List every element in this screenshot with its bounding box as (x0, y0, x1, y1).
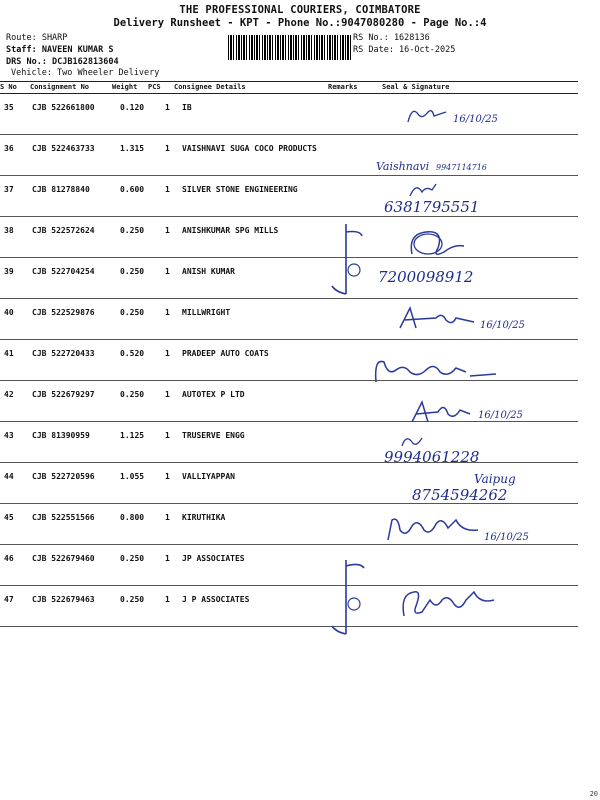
row-consignee: MILLWRIGHT (182, 308, 231, 317)
row-consignment: CJB 522463733 (32, 144, 95, 153)
row-weight: 1.315 (120, 144, 145, 153)
signature-row-45 (382, 512, 482, 546)
handwritten-name: Vaishnavi (376, 160, 430, 173)
row-weight: 0.800 (120, 513, 145, 522)
row-consignment: CJB 522720433 (32, 349, 95, 358)
handwritten-date: 16/10/25 (480, 320, 525, 331)
row-consignment: CJB 522679463 (32, 595, 95, 604)
rs-date: RS Date: 16-Oct-2025 (353, 45, 456, 55)
col-pcs: PCS (148, 83, 161, 91)
row-consignee: JP ASSOCIATES (182, 554, 245, 563)
handwritten-phone: 6381795551 (384, 198, 480, 216)
row-consignee: PRADEEP AUTO COATS (182, 349, 269, 358)
row-pcs: 1 (165, 226, 170, 235)
row-pcs: 1 (165, 554, 170, 563)
signature-row-41 (370, 352, 500, 390)
row-pcs: 1 (165, 513, 170, 522)
row-consignee: TRUSERVE ENGG (182, 431, 245, 440)
handwritten-date: 16/10/25 (453, 114, 498, 125)
row-weight: 0.250 (120, 595, 145, 604)
row-consignee: SILVER STONE ENGINEERING (182, 185, 298, 194)
row-weight: 0.250 (120, 267, 145, 276)
row-pcs: 1 (165, 308, 170, 317)
staff-label: Staff: NAVEEN KUMAR S (6, 45, 114, 55)
page-corner-mark: 20 (589, 790, 598, 798)
handwritten-phone: 9947114716 (436, 163, 487, 172)
runsheet-subtitle: Delivery Runsheet - KPT - Phone No.:9047080280 - Page No.:4 (113, 17, 487, 29)
signature-row-40 (396, 304, 480, 334)
signature-row-35 (404, 104, 450, 128)
row-consignment: CJB 522551566 (32, 513, 95, 522)
row-pcs: 1 (165, 349, 170, 358)
table-row (0, 298, 578, 340)
row-sno: 40 (4, 308, 14, 317)
runsheet-barcode (228, 35, 351, 60)
row-consignee: ANISHKUMAR SPG MILLS (182, 226, 279, 235)
row-sno: 39 (4, 267, 14, 276)
signature-row-47 (396, 586, 500, 622)
vehicle-label: Vehicle: Two Wheeler Delivery (11, 68, 160, 78)
table-row (0, 216, 578, 258)
row-sno: 35 (4, 103, 14, 112)
row-weight: 0.520 (120, 349, 145, 358)
table-row (0, 175, 578, 217)
row-sno: 43 (4, 431, 14, 440)
row-consignment: CJB 81390959 (32, 431, 90, 440)
col-remarks: Remarks (328, 83, 358, 91)
row-sno: 46 (4, 554, 14, 563)
handwritten-phone: 9994061228 (384, 448, 480, 466)
rs-number: RS No.: 1628136 (353, 33, 430, 43)
remarks-stamp-mark (326, 222, 370, 302)
row-sno: 47 (4, 595, 14, 604)
table-row (0, 257, 578, 299)
col-consignment: Consignment No (30, 83, 90, 91)
row-consignee: J P ASSOCIATES (182, 595, 250, 604)
col-seal: Seal & Signature (382, 83, 450, 91)
handwritten-date: 16/10/25 (478, 410, 523, 421)
row-weight: 0.250 (120, 226, 145, 235)
col-weight: Weight (112, 83, 138, 91)
handwritten-date: 16/10/25 (484, 532, 529, 543)
row-weight: 0.600 (120, 185, 145, 194)
company-title: THE PROFESSIONAL COURIERS, COIMBATORE (179, 4, 421, 16)
signature-row-38 (404, 224, 474, 264)
route-label: Route: SHARP (6, 33, 68, 43)
row-weight: 0.250 (120, 390, 145, 399)
row-consignment: CJB 522679460 (32, 554, 95, 563)
row-sno: 45 (4, 513, 14, 522)
handwritten-phone: 7200098912 (378, 268, 474, 286)
row-weight: 0.250 (120, 308, 145, 317)
col-sno: S No (0, 83, 17, 91)
row-consignee: VAISHNAVI SUGA COCO PRODUCTS (182, 144, 317, 153)
row-pcs: 1 (165, 103, 170, 112)
row-sno: 38 (4, 226, 14, 235)
row-sno: 42 (4, 390, 14, 399)
signature-row-42 (408, 396, 472, 426)
row-pcs: 1 (165, 595, 170, 604)
row-consignment: CJB 522679297 (32, 390, 95, 399)
row-weight: 0.120 (120, 103, 145, 112)
col-consignee: Consignee Details (174, 83, 246, 91)
row-weight: 0.250 (120, 554, 145, 563)
signature-row-37 (406, 180, 440, 200)
row-sno: 41 (4, 349, 14, 358)
row-consignment: CJB 522704254 (32, 267, 95, 276)
remarks-stamp-mark (326, 558, 370, 642)
row-consignee: VALLIYAPPAN (182, 472, 235, 481)
row-pcs: 1 (165, 144, 170, 153)
row-consignee: ANISH KUMAR (182, 267, 235, 276)
row-weight: 1.125 (120, 431, 145, 440)
row-sno: 36 (4, 144, 14, 153)
row-pcs: 1 (165, 472, 170, 481)
row-consignee: IB (182, 103, 192, 112)
table-row (0, 544, 578, 586)
table-row (0, 421, 578, 463)
row-consignment: CJB 522529876 (32, 308, 95, 317)
row-sno: 44 (4, 472, 14, 481)
row-consignee: AUTOTEX P LTD (182, 390, 245, 399)
handwritten-phone: 8754594262 (412, 486, 508, 504)
row-consignee: KIRUTHIKA (182, 513, 226, 522)
row-pcs: 1 (165, 185, 170, 194)
table-row (0, 134, 578, 176)
row-consignment: CJB 522720596 (32, 472, 95, 481)
row-weight: 1.055 (120, 472, 145, 481)
handwritten-name: Vaipug (474, 472, 516, 486)
row-consignment: CJB 81278840 (32, 185, 90, 194)
row-pcs: 1 (165, 431, 170, 440)
row-pcs: 1 (165, 267, 170, 276)
drs-number: DRS No.: DCJB162813604 (6, 57, 119, 67)
row-sno: 37 (4, 185, 14, 194)
row-pcs: 1 (165, 390, 170, 399)
row-consignment: CJB 522661800 (32, 103, 95, 112)
row-consignment: CJB 522572624 (32, 226, 95, 235)
